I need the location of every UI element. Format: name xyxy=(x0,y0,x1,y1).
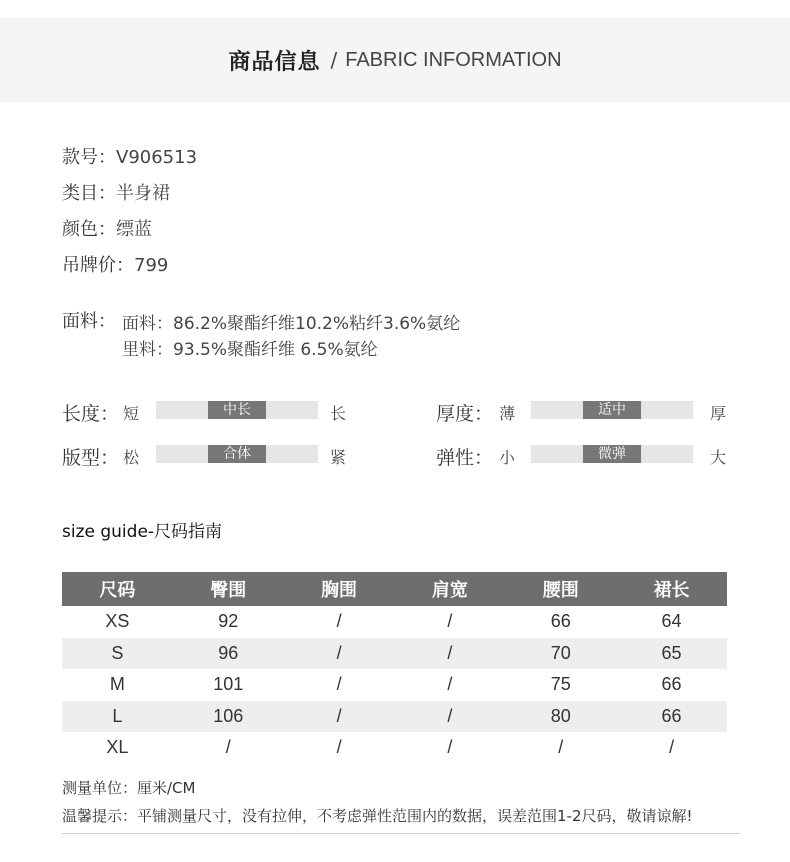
table-cell: / xyxy=(558,737,564,758)
info-value: 半身裙 xyxy=(116,183,170,204)
column-header: 尺码 xyxy=(62,572,173,606)
table-cell: 66 xyxy=(661,674,682,695)
header-subtitle: FABRIC INFORMATION xyxy=(345,48,562,71)
fit-high: 紧 xyxy=(330,448,347,467)
length-low: 短 xyxy=(123,404,140,423)
elasticity-scale-bar xyxy=(531,445,693,463)
table-cell: / xyxy=(284,701,395,733)
table-cell: 64 xyxy=(661,611,682,632)
fabric-lining: 里料：93.5%聚酯纤维 6.5%氨纶 xyxy=(122,340,378,360)
table-cell: 106 xyxy=(173,701,284,733)
table-cell: / xyxy=(336,674,342,695)
table-cell: / xyxy=(225,737,231,758)
elasticity-low: 小 xyxy=(499,448,516,467)
table-cell: / xyxy=(336,611,342,632)
table-row xyxy=(62,606,727,638)
table-cell: / xyxy=(447,737,453,758)
thickness-scale-mark: 适中 xyxy=(583,401,641,419)
fit-scale-bar xyxy=(156,445,318,463)
table-row xyxy=(62,701,727,733)
size-guide-title: size guide-尺码指南 xyxy=(62,522,223,542)
thickness-low: 薄 xyxy=(499,404,516,423)
section-header xyxy=(0,18,790,102)
header-separator: / xyxy=(330,48,338,72)
elasticity-high: 大 xyxy=(710,448,727,467)
table-cell: 96 xyxy=(173,638,284,670)
table-row xyxy=(62,669,727,701)
length-label: 长度： xyxy=(62,403,120,425)
table-cell: L xyxy=(62,701,173,733)
table-row xyxy=(62,638,727,670)
fabric-label: 面料： xyxy=(62,311,116,332)
column-header: 胸围 xyxy=(284,572,395,606)
info-style-number xyxy=(62,143,197,169)
size-table-header xyxy=(62,572,727,606)
table-row xyxy=(62,732,727,764)
table-cell: 66 xyxy=(616,701,727,733)
thickness-scale-bar xyxy=(531,401,693,419)
column-header: 肩宽 xyxy=(394,572,505,606)
table-cell: 92 xyxy=(218,611,239,632)
info-label: 款号： xyxy=(62,147,116,168)
info-value: 799 xyxy=(134,255,169,276)
column-header: 臀围 xyxy=(173,572,284,606)
bottom-divider xyxy=(62,833,740,834)
table-cell: / xyxy=(447,674,453,695)
table-cell: XL xyxy=(106,737,129,758)
table-cell: XS xyxy=(105,611,130,632)
length-high: 长 xyxy=(330,404,347,423)
info-label: 吊牌价： xyxy=(62,255,134,276)
table-cell: S xyxy=(62,638,173,670)
table-cell: / xyxy=(447,611,453,632)
table-cell: 101 xyxy=(213,674,244,695)
thickness-high: 厚 xyxy=(710,404,727,423)
table-cell: 75 xyxy=(550,674,571,695)
info-label: 类目： xyxy=(62,183,116,204)
info-value: V906513 xyxy=(116,147,198,168)
table-cell: 65 xyxy=(616,638,727,670)
table-cell: / xyxy=(336,737,342,758)
column-header: 裙长 xyxy=(616,572,727,606)
fit-label: 版型： xyxy=(62,447,120,469)
fit-scale-mark: 合体 xyxy=(208,445,266,463)
fabric-outer: 面料：86.2%聚酯纤维10.2%粘纤3.6%氨纶 xyxy=(122,314,461,334)
table-cell: M xyxy=(109,674,125,695)
fit-low: 松 xyxy=(123,448,140,467)
table-cell: 80 xyxy=(505,701,616,733)
table-cell: / xyxy=(669,737,675,758)
thickness-label: 厚度： xyxy=(436,403,494,425)
table-cell: / xyxy=(394,701,505,733)
header-title: 商品信息 xyxy=(228,49,321,75)
info-category xyxy=(62,179,170,205)
length-scale-mark: 中长 xyxy=(208,401,266,419)
column-header: 腰围 xyxy=(505,572,616,606)
elasticity-scale-mark: 微弹 xyxy=(583,445,641,463)
info-tag-price xyxy=(62,251,168,277)
table-cell: 70 xyxy=(505,638,616,670)
unit-note: 测量单位：厘米/CM xyxy=(62,779,196,797)
info-color xyxy=(62,215,152,241)
table-cell: 66 xyxy=(550,611,571,632)
info-value: 缥蓝 xyxy=(116,219,152,240)
length-scale-bar xyxy=(156,401,318,419)
table-cell: / xyxy=(284,638,395,670)
size-table xyxy=(62,572,727,764)
table-cell: / xyxy=(394,638,505,670)
tip-note: 温馨提示：平铺测量尺寸，没有拉伸，不考虑弹性范围内的数据，误差范围1-2尺码，敬请谅解! xyxy=(62,807,693,825)
info-label: 颜色： xyxy=(62,219,116,240)
elasticity-label: 弹性： xyxy=(436,447,494,469)
